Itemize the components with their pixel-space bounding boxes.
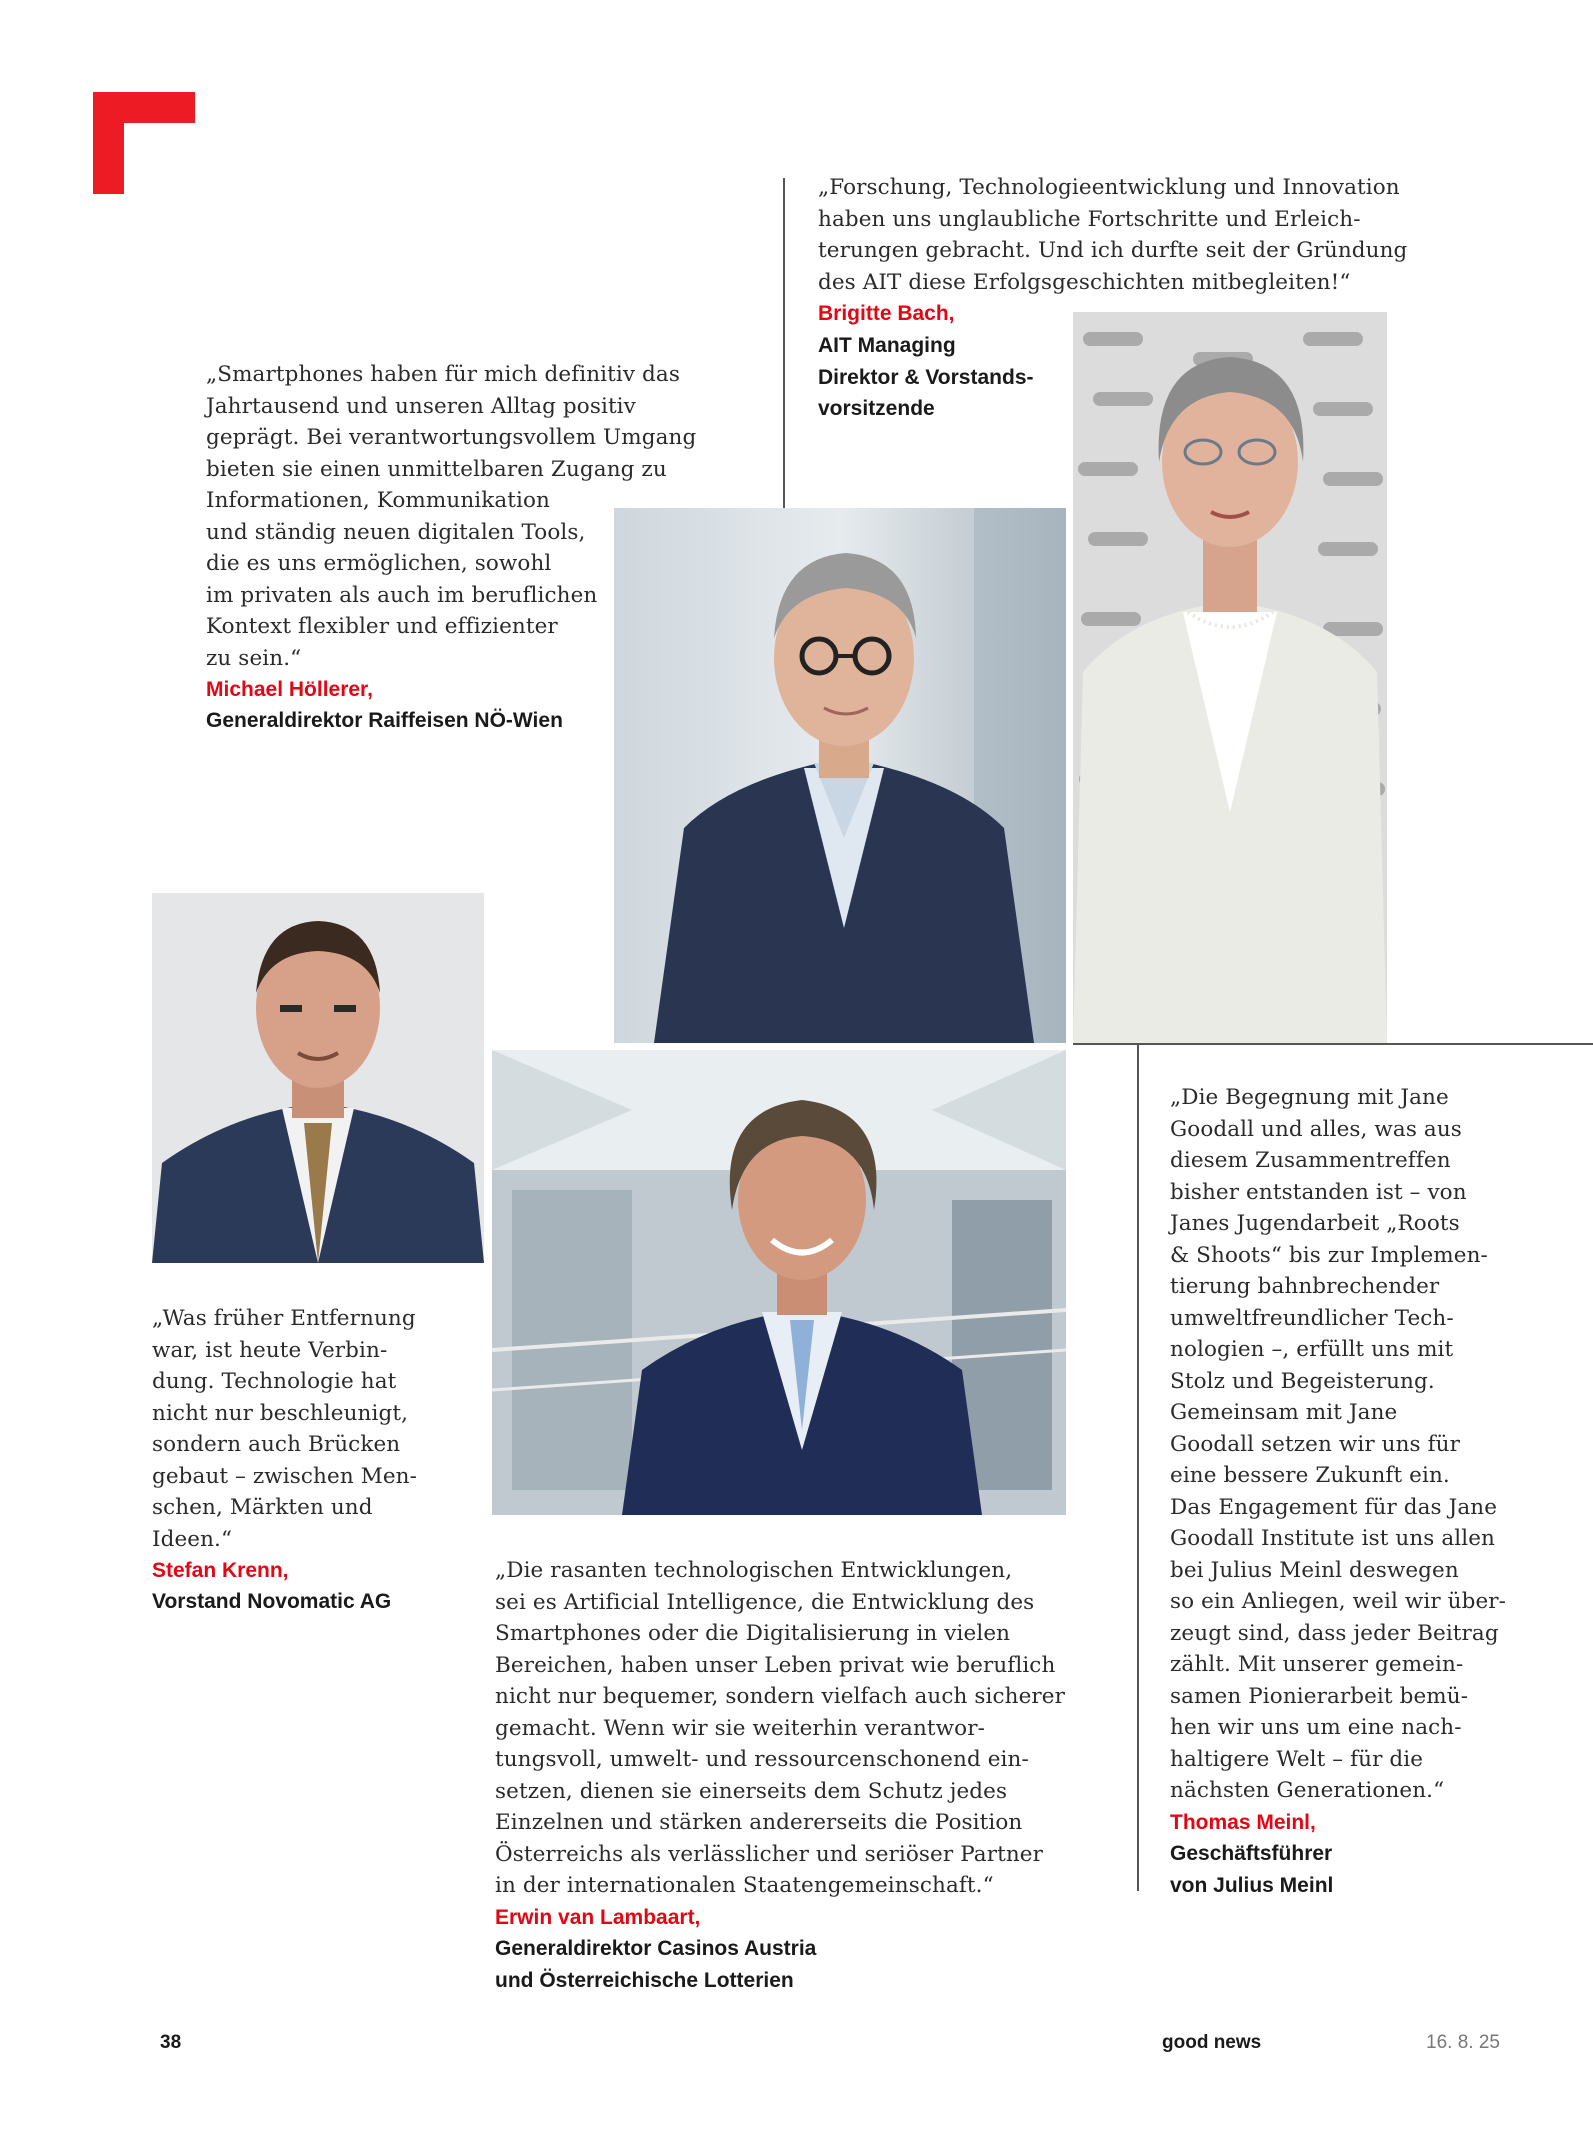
divider-right-vertical — [1137, 1043, 1139, 1891]
page-number: 38 — [160, 2032, 182, 2053]
role-meinl: Geschäftsführer von Julius Meinl — [1170, 1842, 1334, 1897]
role-krenn: Vorstand Novomatic AG — [152, 1590, 392, 1613]
name-lambaart: Erwin van Lambaart, — [495, 1906, 701, 1929]
name-krenn: Stefan Krenn, — [152, 1559, 289, 1582]
role-bach: AIT Managing Direktor & Vorstands- vorsitzende — [818, 334, 1034, 420]
role-hoellerer: Generaldirektor Raiffeisen NÖ-Wien — [206, 709, 563, 732]
quote-krenn: „Was früher Entfernung war, ist heute Verbin- dung. Technologie hat nicht nur beschleunigt, sondern auch Brücken gebaut – zwischen Men- schen, Märkten und Ideen.“ — [152, 1306, 417, 1552]
role-lambaart: Generaldirektor Casinos Austria und Österreichische Lotterien — [495, 1937, 817, 1992]
photo-lambaart — [492, 1050, 1066, 1515]
divider-top — [783, 178, 785, 508]
photo-krenn — [152, 893, 484, 1263]
quote-meinl: „Die Begegnung mit Jane Goodall und alles, was aus diesem Zusammentreffen bisher entstanden ist – von Janes Jugendarbeit „Roots & Shoots“ bis zur Implemen- tierung bahnbrechender umweltfreundlicher Tech- nologien –, erfüllt uns mit Stolz und Begeisterung. Gemeinsam mit Jane Goodall setzen wir uns für eine bessere Zukunft ein. Das Engagement für das Jane Goodall Institute ist uns allen bei Julius Meinl deswegen so ein Anliegen, weil wir über- zeugt sind, dass jeder Beitrag zählt. Mit unserer gemein- samen Pionierarbeit bemü- hen wir uns um eine nach- haltigere Welt – für die nächsten Generationen.“ — [1170, 1085, 1507, 1803]
footer-brand: good news — [1162, 2032, 1262, 2053]
name-bach: Brigitte Bach, — [818, 302, 955, 325]
quote-hoellerer: „Smartphones haben für mich definitiv das Jahrtausend und unseren Alltag positiv geprägt. Bei verantwortungsvollem Umgang bieten sie einen unmittelbaren Zugang zu Informationen, Kommunikation und ständig neuen digitalen Tools, die es uns ermöglichen, sowohl im privaten als auch im beruflichen Kontext flexibler und effizienter zu sein.“ — [206, 362, 697, 671]
photo-bach — [1073, 312, 1387, 1043]
divider-right-horizontal — [1073, 1043, 1593, 1045]
footer-date: 16. 8. 25 — [1426, 2032, 1500, 2053]
name-meinl: Thomas Meinl, — [1170, 1811, 1316, 1834]
photo-hoellerer — [614, 508, 1066, 1043]
quote-bach: „Forschung, Technologieentwicklung und Innovation haben uns unglaubliche Fortschritte und Erleich- terungen gebracht. Und ich durfte seit der Gründung des AIT diese Erfolgsgeschichten mitbegleiten!“ — [818, 175, 1408, 295]
name-hoellerer: Michael Höllerer, — [206, 678, 373, 701]
quote-lambaart: „Die rasanten technologischen Entwicklungen, sei es Artificial Intelligence, die Entwicklung des Smartphones oder die Digitalisierung in vielen Bereichen, haben unser Leben privat wie beruflich nicht nur bequemer, sondern vielfach auch sicherer gemacht. Wenn wir sie weiterhin verantwor- tungsvoll, umwelt- und ressourcenschonend ein- setzen, dienen sie einerseits dem Schutz jedes Einzelnen und stärken andererseits die Position Österreichs als verlässlicher und seriöser Partner in der internationalen Staatengemeinschaft.“ — [495, 1558, 1065, 1898]
corner-mark-vertical — [93, 92, 124, 194]
